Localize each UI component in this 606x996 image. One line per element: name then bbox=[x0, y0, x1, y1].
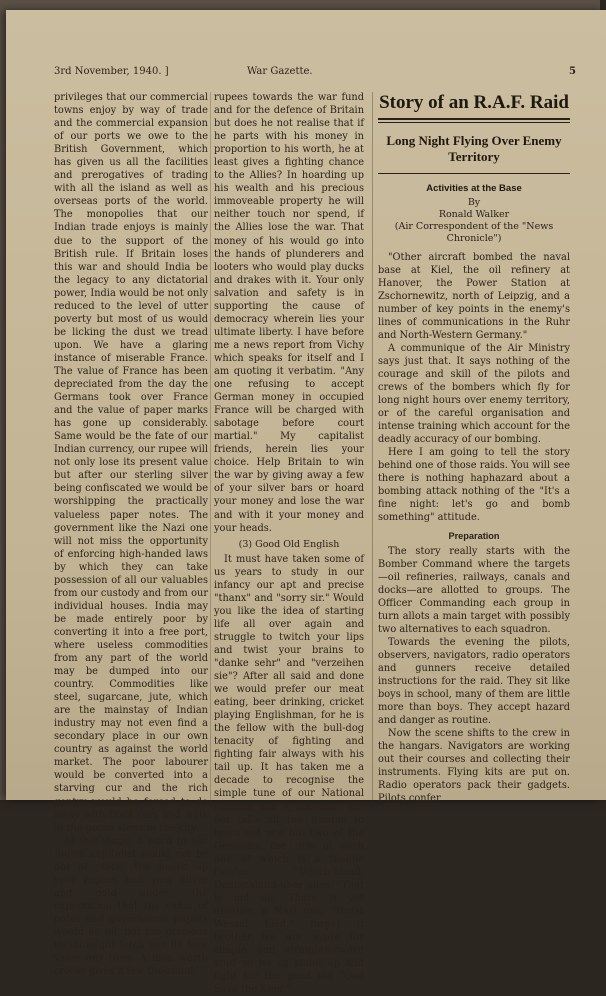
article-paragraph: The story really starts with the Bomber Command where the targets—oil refineries, railways, canals and docks—are allotted to groups. The Officer Commanding each group in turn allots a main target with possibly two alternatives to each squadron. bbox=[378, 545, 570, 635]
article-paragraph: A communique of the Air Ministry says just that. It says nothing of the courage and skill of the pilots and crews of the bombers which fly for long night hours over enemy territory, or of the careful organisation and intense training which account for the deadly accuracy of our bombing. bbox=[378, 342, 570, 446]
story-subtitle: Long Night Flying Over Enemy Territory bbox=[386, 132, 562, 164]
article-paragraph: Now the scene shifts to the crew in the hangars. Navigators are working out their courses and collecting their instruments. Flying kits are put on. Radio operators pack their gadgets. Pilots confer bbox=[378, 728, 570, 805]
section-heading-preparation: Preparation bbox=[448, 530, 500, 541]
header-date: 3rd November, 1940. ] bbox=[54, 66, 169, 77]
article-paragraph: At this stage, a word to our Indian capitalist would not be out of place. You hoard up your rupees and your silver and gold under the expectation that the value of notes and government papers would be nil, but the precious metal might fetch you its face value any time. A man worth crores gives a few thousand bbox=[54, 835, 208, 978]
section-subheading: (3) Good Old English bbox=[238, 538, 340, 550]
article-paragraph: Here I am going to tell the story behind one of those raids. You will see there is nothing haphazard about a bombing attack nothing of the "It's a fine night: let's go and bomb something" attitude. bbox=[378, 447, 570, 524]
article-paragraph: "Other aircraft bombed the naval base at Kiel, the oil refinery at Hanover, the Power Station at Zschornewitz, north of Leipzig, and a number of key points in the enemy's lines of communications in the Ruhr and North-Western Germany." bbox=[378, 251, 570, 341]
header-title: War Gazette. bbox=[247, 66, 313, 77]
column-1 bbox=[54, 91, 208, 978]
subtitle-rule bbox=[378, 173, 570, 174]
article-paragraph: privileges that our commercial towns enjoy by way of trade and the commercial expansion of our ports we owe to the British Government, which has given us all the facilities and prerogatives of trading with all the island as well as overseas ports of the world. The monopolies that our Indian trade enjoys is mainly due to the support of the British rule. If Britain loses this war and should India be the legacy to any dictatorial power, India would be not only reduced to the level of utter poverty but most of us would be licking the dust we tread upon. We have a glaring instance of miserable France. The value of France has been depreciated from the day the Germans took over France and the value of paper marks has gone up considerably. Same would be the fate of our Indian currency, our rupee will not only lose its present value but after our sterling silver being confiscated we would be worshipping the practically valueless paper notes. The government like the Nazi one will not miss the opportunity of enforcing high-handed laws by which they can take possession of all our valuables from our custody and from our individual houses. India may be made entirely poor by converting it into a free port, where useless commodities from any part of the world may be dumped into our country. Commodities like steel, sugarcane, jute, which are the mainstay of Indian industry may not even find a secondary place in our own country as against the world market. The poor labourer would be converted into a starving cur and the rich gentry would be forced to do away with their cars and walk in the goose steps in the city. bbox=[54, 92, 208, 834]
title-rule bbox=[378, 118, 570, 120]
article-paragraph: rupees towards the war fund and for the defence of Britain but does he not realise that if he parts with his money in proportion to his worth, he at least gives a fighting chance to the Allies? In hoarding up his wealth and his precious immoveable property he will neither touch nor spend, if the Allies lose the war. That money of his would go into the hands of plunderers and looters who would play ducks and drakes with it. Your only salvation and safety is in supporting the cause of democracy wherein lies your ultimate liberty. I have before me a news report from Vichy which speaks for itself and I am quoting it verbatim. "Any one refusing to accept German money in occupied France will be charged with sabotage before court martial." My capitalist friends, herein lies your choice. Help Britain to win the war by giving away a few of your silver bars or hoard your money and lose the war and with it your money and your heads. bbox=[214, 92, 364, 534]
column-divider bbox=[210, 92, 211, 802]
story-section-heading: Activities at the Base bbox=[426, 182, 522, 194]
byline-author: Ronald Walker bbox=[438, 208, 510, 220]
column-divider bbox=[372, 92, 373, 802]
byline-by: By bbox=[467, 196, 481, 208]
byline-note: (Air Correspondent of the "News Chronicle") bbox=[394, 220, 554, 244]
column-3-story bbox=[378, 92, 570, 805]
column-2 bbox=[214, 91, 364, 996]
story-title: Story of an R.A.F. Raid bbox=[379, 92, 569, 113]
title-rule bbox=[378, 122, 570, 123]
article-paragraph: Towards the evening the pilots, observers, navigators, radio operators and gunners receive detailed instructions for the raid. They sit like boys in school, many of them are little more than boys. They accept hazard and danger as routine. bbox=[378, 636, 570, 727]
article-paragraph: It must have taken some of us years to study in our infancy our apt and precise "thanx" and "sorry sir." Would you like the idea of starting life all over again and struggle to twitch your lips and twist your brains to "danke sehr" and "verzeihen sie"? After all said and done we would prefer our meat eating, beer drinking, cricket playing Englishman, for he is the fellow with the bull-dog tenacity of fighting and fighting fair always with his tail up. It has taken me a decade to recognise the simple tune of our National Anthem and I, for one, will not take all the trouble to learn not one but two of the Germans, the title of each one of which is a tongue twister. "Deutschland, Deutschland uber alles." That is not all. There is yet another, a Nazi one, "Horst Wessel Lied," forget it brother we are made for simple and straightforward stuff so let us stand up and fight for the good old "God Save the King." bbox=[214, 553, 364, 996]
page-number: 5 bbox=[569, 66, 576, 77]
